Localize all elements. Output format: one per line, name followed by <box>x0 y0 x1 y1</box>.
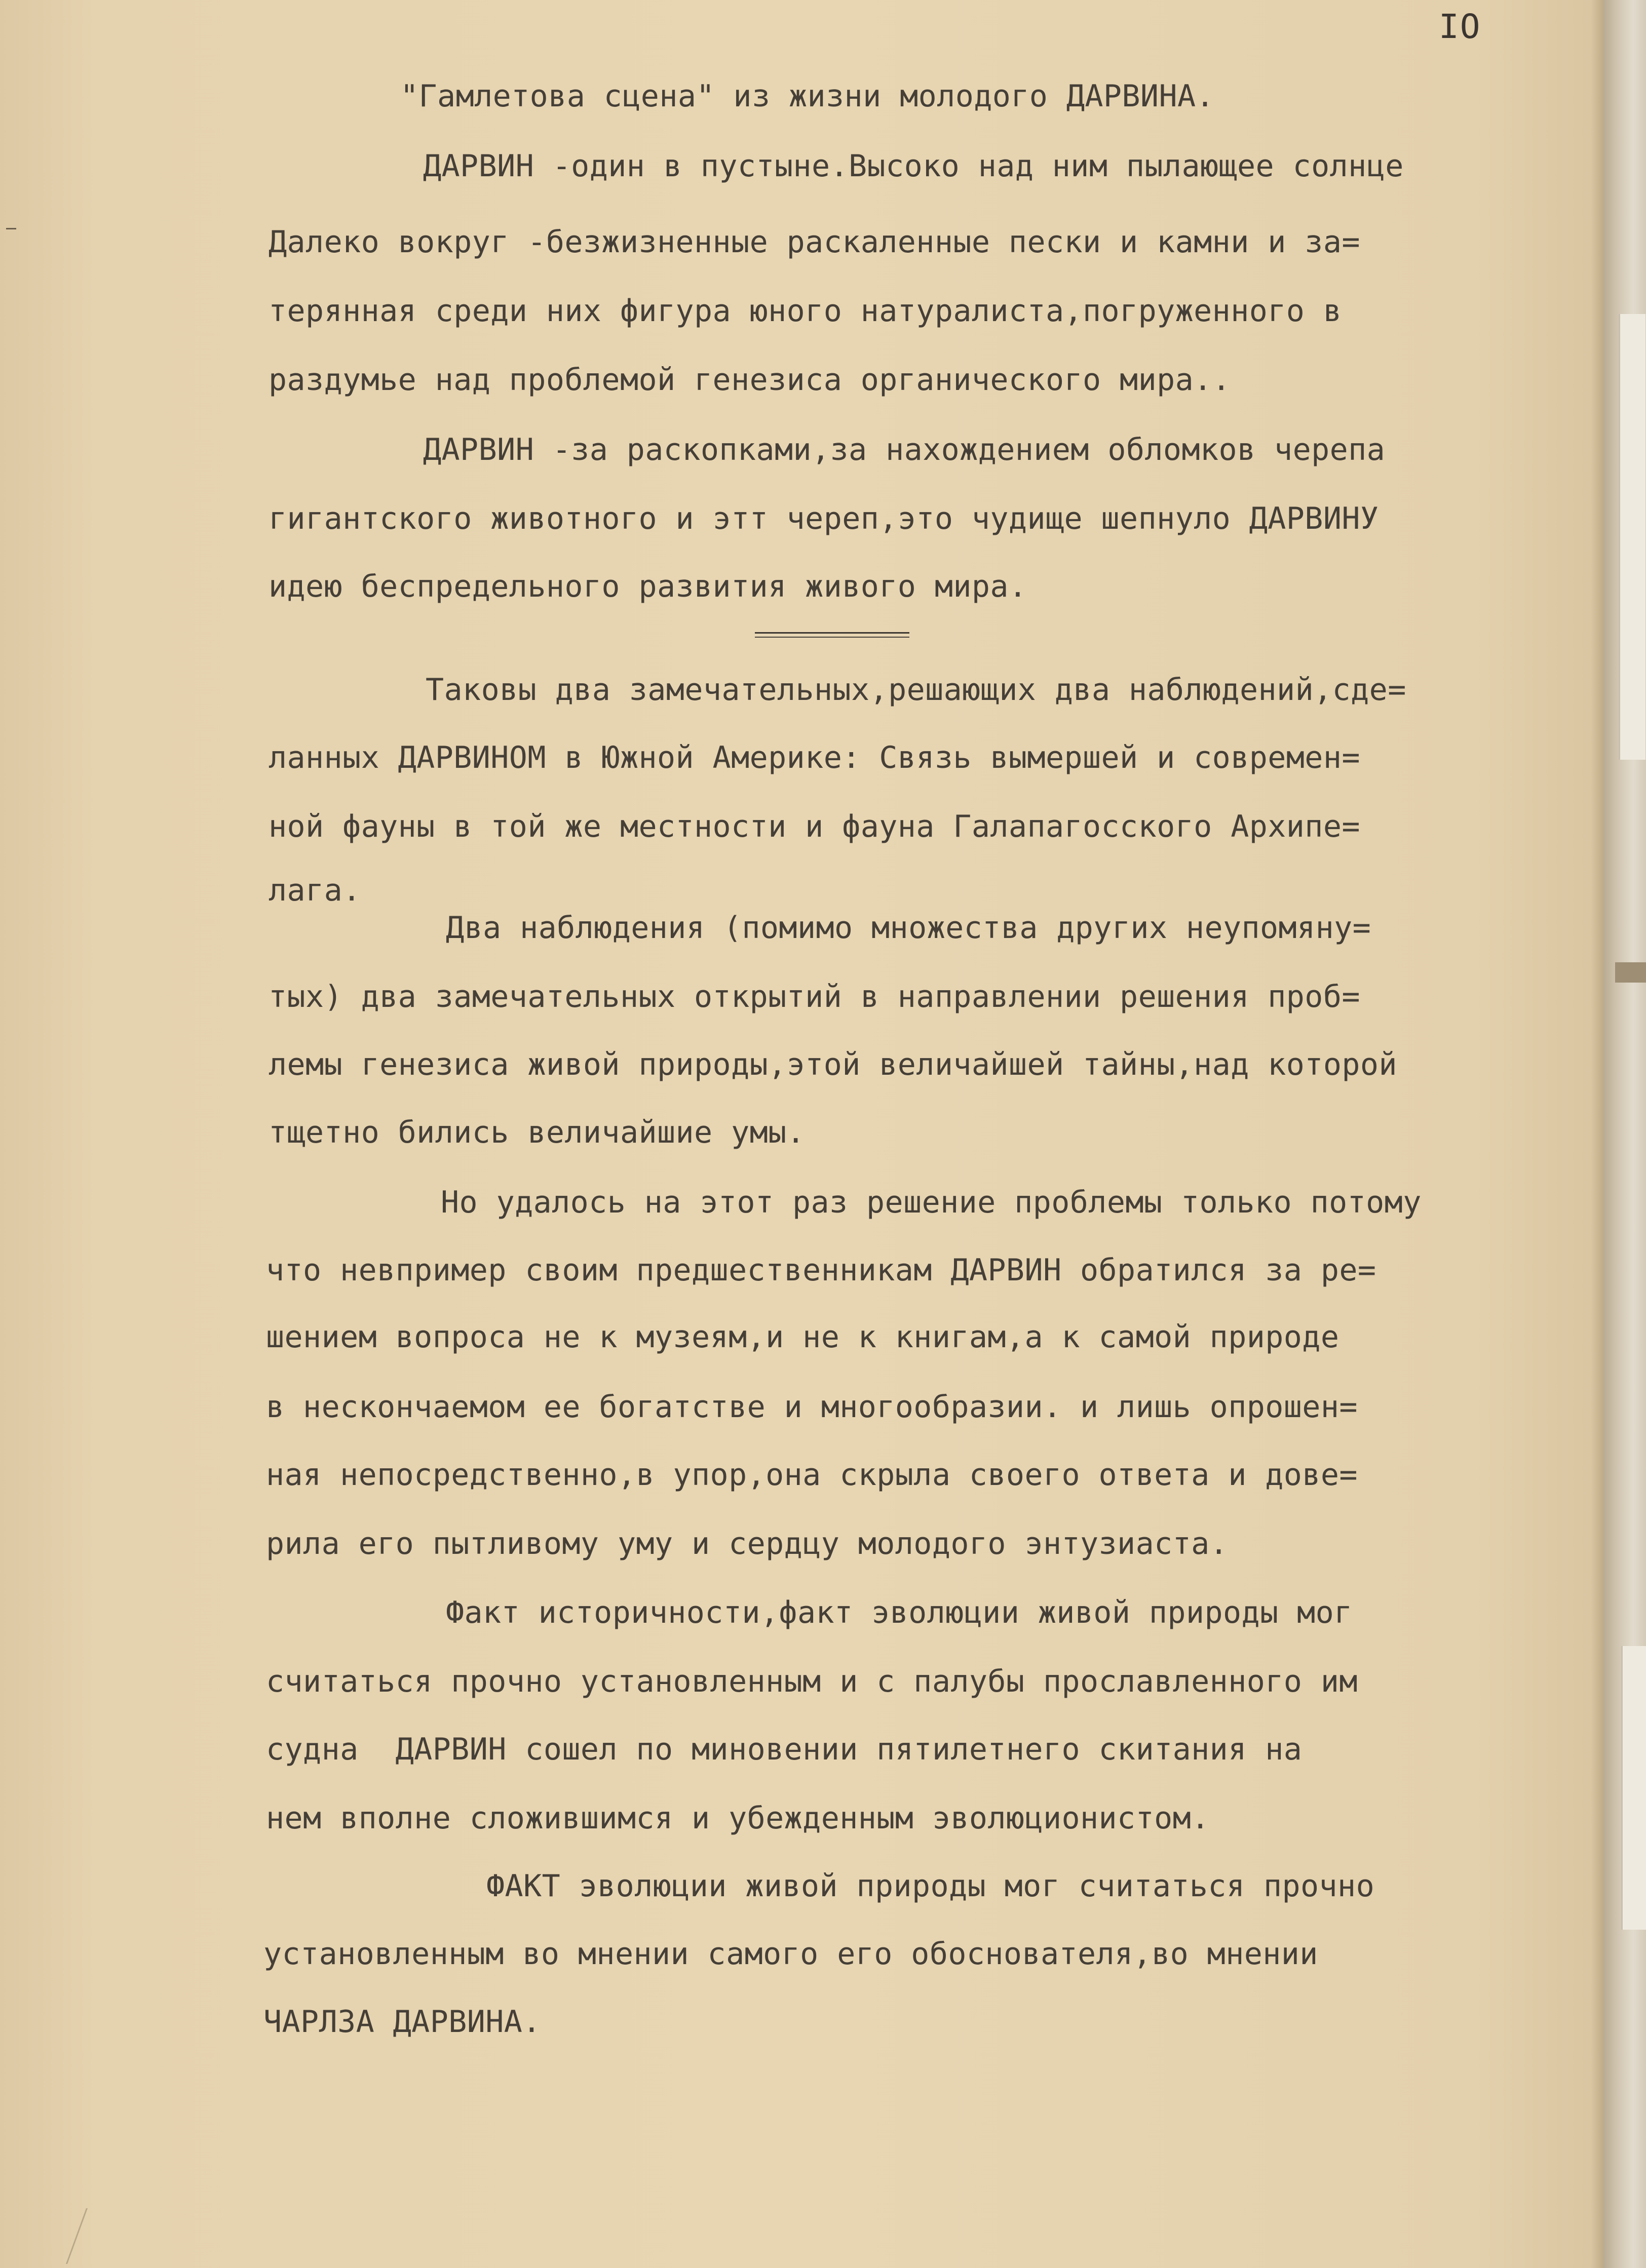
text-line: судна ДАРВИН сошел по миновении пятилетнего скитания на <box>266 1732 1303 1767</box>
section-divider <box>755 632 909 638</box>
text-line: лемы генезиса живой природы,этой величайшей тайны,над которой <box>269 1047 1397 1082</box>
text-line: ной фауны в той же местности и фауна Галапагосского Архипе= <box>269 809 1360 844</box>
page-fold-shadow <box>1591 0 1603 2268</box>
text-line: шением вопроса не к музеям,и не к книгам,а к самой природе <box>266 1319 1339 1355</box>
text-line: Таковы два замечательных,решающих два наблюдений,сде= <box>426 672 1406 708</box>
page-number: IO <box>1439 7 1481 46</box>
text-line: установленным во мнении самого его обоснователя,во мнении <box>263 1936 1318 1972</box>
text-line: ДАРВИН -за раскопками,за нахождением обломков черепа <box>423 432 1386 467</box>
text-line: терянная среди них фигура юного натуралиста,погруженного в <box>269 293 1342 329</box>
document-title: "Гамлетова сцена" из жизни молодого ДАРВИНА. <box>400 79 1215 114</box>
text-line: Далеко вокруг -безжизненные раскаленные пески и камни и за= <box>269 224 1360 260</box>
text-line: Факт историчности,факт эволюции живой природы мог <box>446 1595 1353 1630</box>
text-line: идею беспредельного развития живого мира. <box>269 569 1027 604</box>
text-line: ЧАРЛЗА ДАРВИНА. <box>263 2004 541 2040</box>
text-line: ная непосредственно,в упор,она скрыла своего ответа и дове= <box>266 1457 1358 1493</box>
text-line: тых) два замечательных открытий в направлении решения проб= <box>269 979 1360 1014</box>
text-line: Но удалось на этот раз решение проблемы только потому <box>441 1185 1422 1220</box>
text-line: нем вполне сложившимся и убежденным эволюционистом. <box>266 1801 1210 1836</box>
binding-tab <box>1615 962 1646 983</box>
text-line: считаться прочно установленным и с палубы прославленного им <box>266 1664 1358 1699</box>
text-line: что невпример своим предшественникам ДАРВИН обратился за ре= <box>266 1253 1376 1288</box>
text-line: ДАРВИН -один в пустыне.Высоко над ним пылающее солнце <box>423 148 1404 184</box>
paper-strip <box>1619 314 1645 760</box>
text-line: лага. <box>269 873 361 908</box>
text-line: в нескончаемом ее богатстве и многообразии. и лишь опрошен= <box>266 1389 1358 1425</box>
text-line: ланных ДАРВИНОМ в Южной Америке: Связь вымершей и современ= <box>269 740 1360 775</box>
text-line: ФАКТ эволюции живой природы мог считаться прочно <box>486 1868 1375 1904</box>
text-line: тщетно бились величайшие умы. <box>269 1115 806 1150</box>
text-line: рила его пытливому уму и сердцу молодого энтузиаста. <box>266 1526 1229 1561</box>
text-line: раздумье над проблемой генезиса органического мира.. <box>269 362 1231 398</box>
text-line: гигантского животного и этт череп,это чудище шепнуло ДАРВИНУ <box>269 501 1379 536</box>
text-line: Два наблюдения (помимо множества других неупомяну= <box>446 910 1371 946</box>
paper-strip <box>1621 1646 1646 1930</box>
margin-mark <box>6 228 16 229</box>
